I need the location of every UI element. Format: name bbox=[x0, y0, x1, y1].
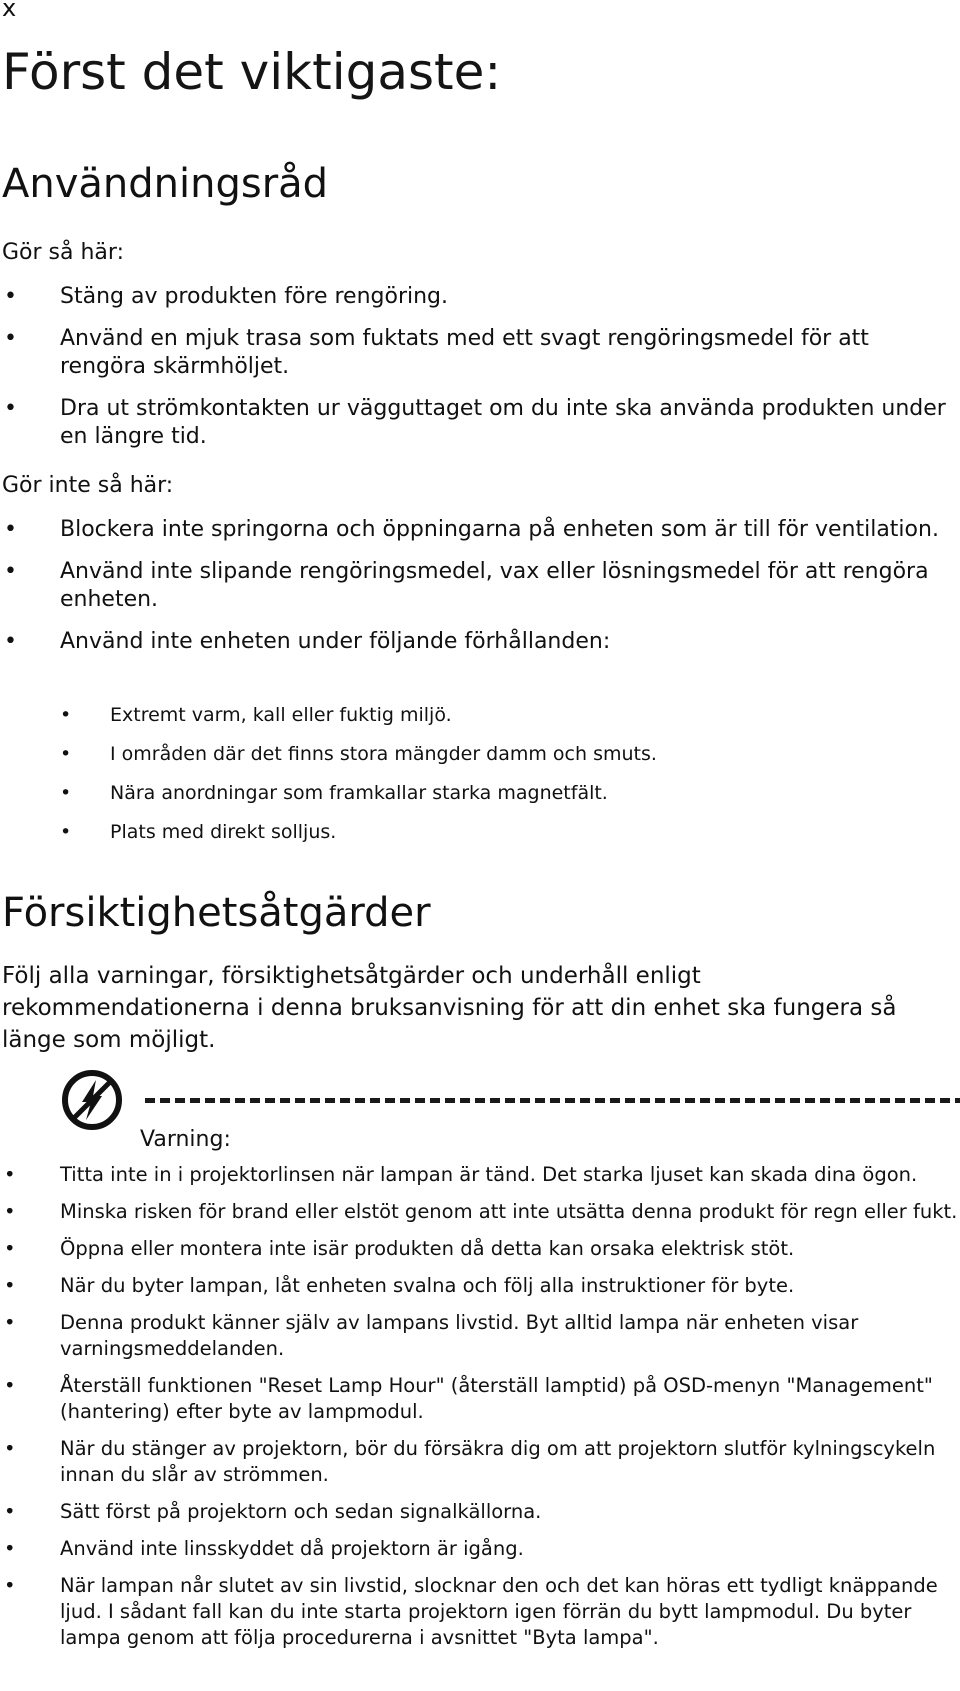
precautions-heading: Försiktighetsåtgärder bbox=[2, 890, 431, 936]
lightning-bolt-warning-icon bbox=[60, 1068, 124, 1132]
list-item: • När du byter lampan, låt enheten svalna och följ alla instruktioner för byte. bbox=[0, 1273, 960, 1299]
list-item: • I områden där det finns stora mängder damm och smuts. bbox=[56, 741, 956, 767]
warnings-list bbox=[0, 1162, 960, 1662]
usage-heading: Användningsråd bbox=[2, 161, 329, 207]
list-item: • Återställ funktionen "Reset Lamp Hour" (återställ lamptid) på OSD-menyn "Management" (hantering) efter byte av lampmodul. bbox=[0, 1373, 960, 1425]
list-item: • Använd inte linsskyddet då projektorn är igång. bbox=[0, 1536, 960, 1562]
warning-divider bbox=[145, 1098, 960, 1103]
list-item: • Stäng av produkten före rengöring. bbox=[0, 283, 960, 311]
list-item: • Denna produkt känner själv av lampans livstid. Byt alltid lampa när enheten visar varningsmeddelanden. bbox=[0, 1310, 960, 1362]
list-item: • Öppna eller montera inte isär produkten då detta kan orsaka elektrisk stöt. bbox=[0, 1236, 960, 1262]
list-item: • Plats med direkt solljus. bbox=[56, 819, 956, 845]
page-title: Först det viktigaste: bbox=[2, 43, 502, 101]
list-item: • Extremt varm, kall eller fuktig miljö. bbox=[56, 702, 956, 728]
page-mark: x bbox=[2, 0, 17, 22]
conditions-list bbox=[56, 702, 956, 858]
list-item: • Använd inte enheten under följande förhållanden: bbox=[0, 628, 960, 656]
list-item: • Sätt först på projektorn och sedan signalkällorna. bbox=[0, 1499, 960, 1525]
list-item: • Blockera inte springorna och öppningarna på enheten som är till för ventilation. bbox=[0, 516, 960, 544]
dont-list bbox=[0, 516, 960, 670]
list-item: • När lampan når slutet av sin livstid, slocknar den och det kan höras ett tydligt knäppande ljud. I sådant fall kan du inte starta projektorn igen förrän du bytt lampmodul. Du byter lampa genom att följa procedurerna i avsnittet "Byta lampa". bbox=[0, 1573, 960, 1651]
list-item: • Titta inte in i projektorlinsen när lampan är tänd. Det starka ljuset kan skada dina ögon. bbox=[0, 1162, 960, 1188]
do-list bbox=[0, 283, 960, 465]
dont-label: Gör inte så här: bbox=[2, 473, 174, 498]
list-item: • Minska risken för brand eller elstöt genom att inte utsätta denna produkt för regn eller fukt. bbox=[0, 1199, 960, 1225]
do-label: Gör så här: bbox=[2, 240, 124, 265]
list-item: • Använd en mjuk trasa som fuktats med ett svagt rengöringsmedel för att rengöra skärmhöljet. bbox=[0, 325, 960, 381]
list-item: • Nära anordningar som framkallar starka magnetfält. bbox=[56, 780, 956, 806]
list-item: • När du stänger av projektorn, bör du försäkra dig om att projektorn slutför kylningscykeln innan du slår av strömmen. bbox=[0, 1436, 960, 1488]
list-item: • Dra ut strömkontakten ur vägguttaget om du inte ska använda produkten under en längre tid. bbox=[0, 395, 960, 451]
warning-banner bbox=[60, 1068, 960, 1128]
warning-label: Varning: bbox=[140, 1127, 231, 1152]
precautions-intro: Följ alla varningar, försiktighetsåtgärder och underhåll enligt rekommendationerna i denna bruksanvisning för att din enhet ska fungera så länge som möjligt. bbox=[2, 963, 897, 1053]
list-item: • Använd inte slipande rengöringsmedel, vax eller lösningsmedel för att rengöra enheten. bbox=[0, 558, 960, 614]
